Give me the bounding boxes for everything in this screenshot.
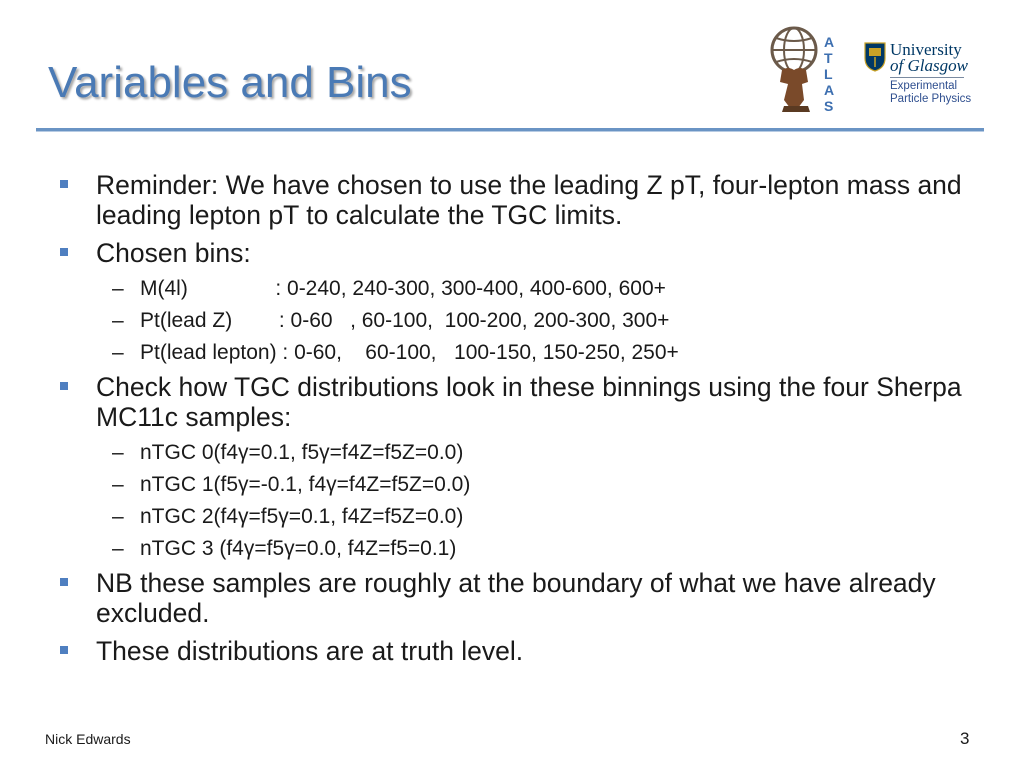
dash-icon: –: [112, 473, 124, 496]
glasgow-line-3: Experimental: [890, 80, 958, 92]
sub-bullet-item: [56, 440, 986, 465]
title-divider-shadow: [36, 131, 984, 132]
bullet-item: [56, 636, 986, 666]
atlas-letter: T: [824, 50, 833, 66]
glasgow-divider: [890, 77, 964, 78]
glasgow-logo: [864, 40, 984, 110]
slide-title: Variables and Bins: [48, 58, 412, 107]
atlas-letter: S: [824, 98, 834, 114]
footer-author: Nick Edwards: [45, 731, 131, 747]
bullet-text: Check how TGC distributions look in these binnings using the four Sherpa MC11c samples:: [96, 372, 962, 432]
dash-icon: –: [112, 505, 124, 528]
sub-bullet-text: nTGC 0(f4γ=0.1, f5γ=f4Z=f5Z=0.0): [140, 441, 464, 464]
bullet-item: [56, 238, 986, 268]
dash-icon: –: [112, 341, 124, 364]
sub-bullet-item: [56, 536, 986, 561]
bullet-item: [56, 372, 986, 432]
dash-icon: –: [112, 277, 124, 300]
atlas-letter: A: [824, 34, 835, 50]
dash-icon: –: [112, 309, 124, 332]
dash-icon: –: [112, 441, 124, 464]
sub-bullet-text: Pt(lead Z) : 0-60 , 60-100, 100-200, 200-300, 300+: [140, 309, 670, 332]
bullet-item: [56, 170, 986, 230]
sub-bullet-text: Pt(lead lepton) : 0-60, 60-100, 100-150, 150-250, 250+: [140, 341, 679, 364]
glasgow-line-4: Particle Physics: [890, 93, 972, 105]
bullet-item: [56, 568, 986, 628]
sub-bullet-item: [56, 308, 986, 333]
glasgow-crest-icon: [864, 42, 886, 72]
slide-body: [56, 170, 986, 674]
sub-bullet-item: [56, 276, 986, 301]
atlas-logo: [768, 22, 840, 114]
glasgow-line-1: University: [890, 40, 962, 59]
sub-bullet-item: [56, 504, 986, 529]
page-number: 3: [960, 729, 970, 748]
sub-bullet-text: nTGC 3 (f4γ=f5γ=0.0, f4Z=f5=0.1): [140, 537, 457, 560]
bullet-square-icon: [60, 578, 68, 586]
bullet-text: Reminder: We have chosen to use the leading Z pT, four-lepton mass and leading lepton pT to calculate the TGC limits.: [96, 170, 962, 230]
bullet-square-icon: [60, 646, 68, 654]
sub-bullet-text: M(4l) : 0-240, 240-300, 300-400, 400-600, 600+: [140, 277, 666, 300]
bullet-text: Chosen bins:: [96, 238, 251, 268]
sub-bullet-item: [56, 340, 986, 365]
bullet-text: These distributions are at truth level.: [96, 636, 524, 666]
sub-bullet-text: nTGC 2(f4γ=f5γ=0.1, f4Z=f5Z=0.0): [140, 505, 464, 528]
dash-icon: –: [112, 537, 124, 560]
atlas-letter: A: [824, 82, 835, 98]
bullet-square-icon: [60, 382, 68, 390]
sub-bullet-text: nTGC 1(f5γ=-0.1, f4γ=f4Z=f5Z=0.0): [140, 473, 471, 496]
bullet-square-icon: [60, 180, 68, 188]
sub-bullet-item: [56, 472, 986, 497]
bullet-text: NB these samples are roughly at the boundary of what we have already excluded.: [96, 568, 936, 628]
bullet-square-icon: [60, 248, 68, 256]
atlas-letter: L: [824, 66, 833, 82]
glasgow-line-2: of Glasgow: [890, 56, 968, 75]
